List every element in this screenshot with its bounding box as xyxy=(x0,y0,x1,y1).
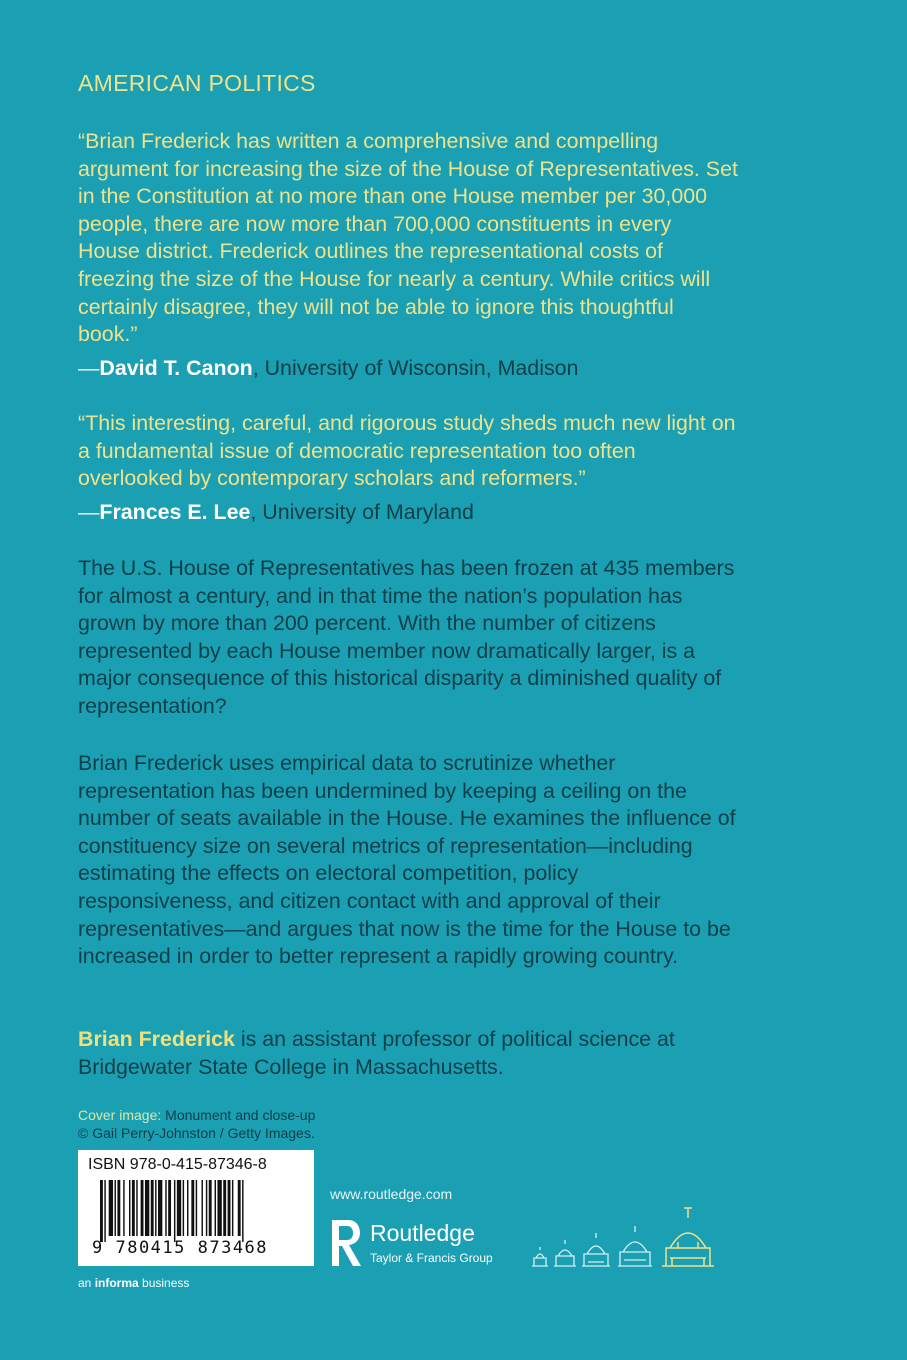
barcode-bar xyxy=(115,1180,116,1236)
cover-credit-label: Cover image: xyxy=(78,1107,162,1123)
barcode-bar xyxy=(158,1180,162,1236)
barcode-digits: 9 780415 873468 xyxy=(92,1238,269,1258)
barcode-bar xyxy=(109,1180,113,1236)
informa-word: informa xyxy=(94,1276,139,1290)
blurb-attribution-1 xyxy=(78,355,578,383)
publisher-url: www.routledge.com xyxy=(330,1186,453,1202)
em-dash: — xyxy=(78,356,100,380)
barcode-bar xyxy=(145,1180,149,1236)
barcode-bar xyxy=(177,1180,181,1236)
cover-credit-text: Monument and close-up xyxy=(161,1107,316,1123)
barcode-bar xyxy=(206,1180,207,1236)
barcode-bar xyxy=(209,1180,212,1236)
barcode-bar xyxy=(202,1180,203,1236)
description-paragraph-2: Brian Frederick uses empirical data to scrutinize whether representation has been undermined by keeping a ceiling on the number of seats available in the House. He examines the influence of constituency size on several metrics of representation—including estimating the effects on electoral competition, policy responsiveness, and citizen contact with and approval of their representatives—and argues that now is the time for the House to be increased in order to better represent a rapidly growing country. xyxy=(78,751,736,969)
barcode-bar xyxy=(223,1180,226,1236)
publisher-subtitle: Taylor & Francis Group xyxy=(370,1251,493,1265)
barcode-bar xyxy=(104,1180,105,1242)
barcode-bar xyxy=(183,1180,184,1236)
reviewer-affiliation: , University of Wisconsin, Madison xyxy=(252,356,579,380)
reviewer-name: David T. Canon xyxy=(99,356,253,380)
blurb-attribution-2 xyxy=(78,499,474,527)
cover-credit-copyright: © Gail Perry-Johnston / Getty Images. xyxy=(78,1125,315,1141)
cover-credit xyxy=(78,1106,315,1142)
barcode-bar xyxy=(100,1180,103,1242)
informa-business-tag xyxy=(78,1276,189,1290)
author-bio xyxy=(78,1026,738,1081)
barcode-bar xyxy=(155,1180,156,1236)
barcode-bar xyxy=(165,1180,166,1236)
barcode-bar xyxy=(174,1180,175,1242)
reviewer-affiliation: , University of Maryland xyxy=(250,500,474,524)
author-name: Brian Frederick xyxy=(78,1027,235,1051)
isbn-barcode xyxy=(78,1150,314,1266)
publisher-name: Routledge xyxy=(370,1220,475,1246)
series-label: AMERICAN POLITICS xyxy=(78,70,316,96)
barcode-bar xyxy=(215,1180,216,1236)
barcode-bar xyxy=(217,1180,221,1236)
barcode-bar xyxy=(151,1180,154,1236)
informa-suffix: business xyxy=(138,1276,190,1290)
capitol-domes-icon xyxy=(528,1196,718,1272)
barcode-bar xyxy=(132,1180,135,1236)
barcode-bar xyxy=(141,1180,144,1236)
barcode-bar xyxy=(117,1180,120,1236)
informa-prefix: an xyxy=(78,1276,95,1290)
routledge-logo-icon xyxy=(328,1216,364,1270)
barcode-bar xyxy=(187,1180,188,1236)
barcode-bar xyxy=(196,1180,197,1236)
description-paragraph-1: The U.S. House of Representatives has been frozen at 435 members for almost a century, and in that time the nation’s population has grown by more than 200 percent. With the number of citizens represented by each House member now dramatically larger, is a major consequence of this historical disparity a diminished quality of representation? xyxy=(78,556,735,718)
reviewer-name: Frances E. Lee xyxy=(99,500,251,524)
barcode-bar xyxy=(129,1180,130,1236)
barcode-bar xyxy=(123,1180,124,1236)
barcode-bar xyxy=(238,1180,241,1236)
author-bio-text: is an assistant professor of political science at Bridgewater State College in Massachusetts. xyxy=(78,1027,675,1079)
barcode-bar xyxy=(168,1180,171,1236)
blurb-quote-1: “Brian Frederick has written a comprehensive and compelling argument for increasing the size of the House of Representatives. Set in the Constitution at no more than one House member per 30,000 people, there are now more than 700,000 constituents in every House district. Frederick outlines the representational costs of freezing the size of the House for nearly a century. While critics will certainly disagree, they will not be able to ignore this thoughtful book.” xyxy=(78,129,738,347)
barcode-bar xyxy=(191,1180,194,1236)
em-dash: — xyxy=(78,500,100,524)
barcode-bar xyxy=(228,1180,231,1236)
barcode-bar xyxy=(242,1180,243,1242)
blurb-quote-2: “This interesting, careful, and rigorous study sheds much new light on a fundamental issue of democratic representation too often overlooked by contemporary scholars and reformers.” xyxy=(78,411,736,491)
barcode-bar xyxy=(232,1180,233,1236)
barcode-bar xyxy=(136,1180,137,1236)
isbn-label: ISBN 978-0-415-87346-8 xyxy=(88,1156,267,1173)
